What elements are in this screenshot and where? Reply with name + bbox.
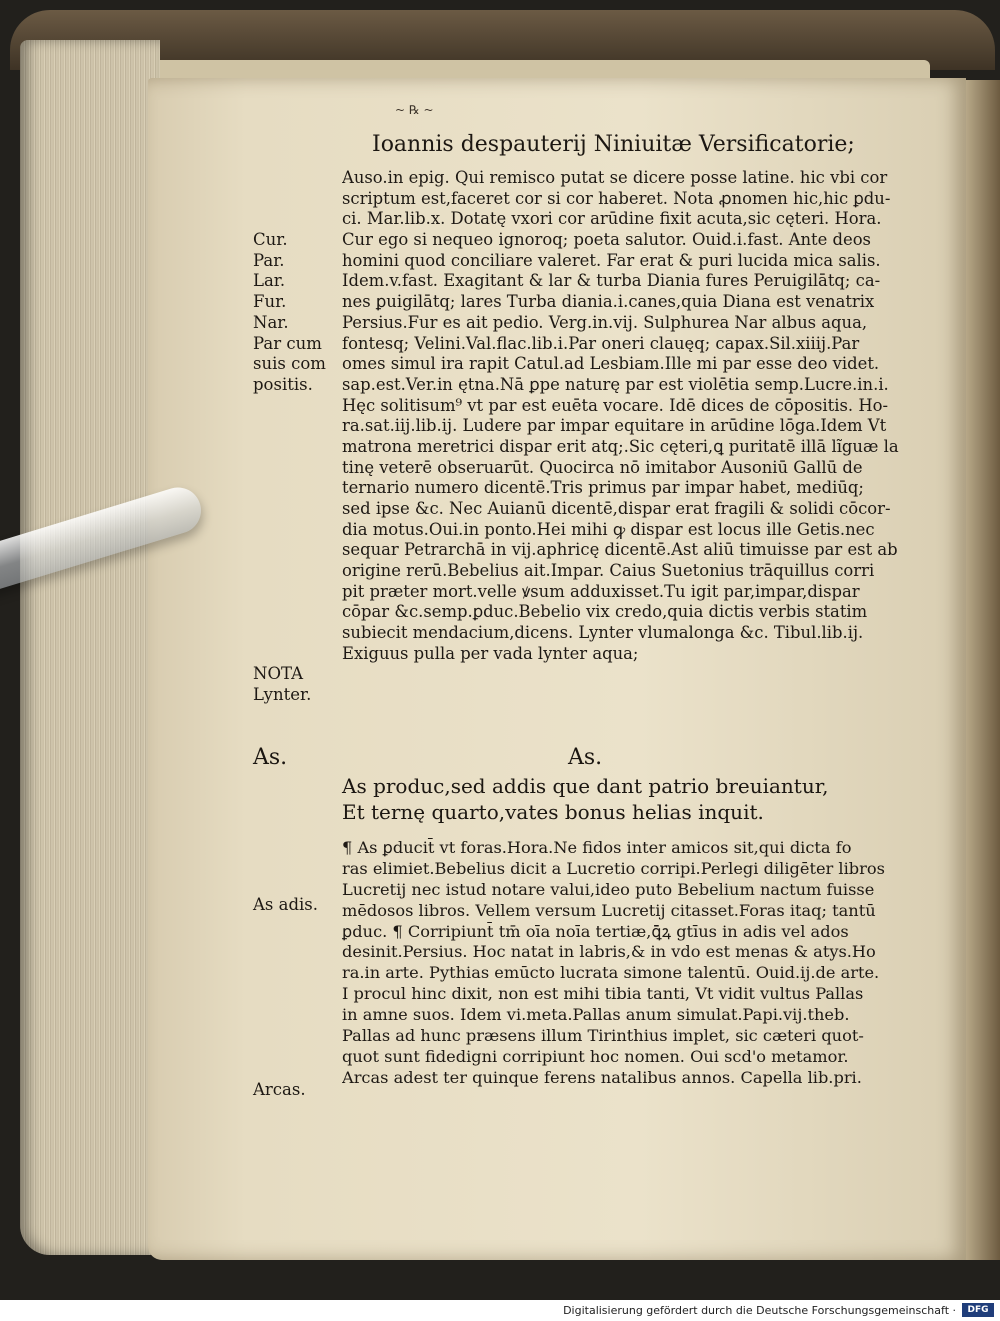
book-gutter [966, 80, 1000, 1260]
margin-note-lynter: Lynter. [253, 684, 312, 704]
dfg-logo: DFG [962, 1303, 994, 1317]
margin-note-nota: NOTA [253, 664, 303, 683]
body-text [342, 168, 917, 665]
margin-note: suis com [253, 354, 326, 374]
text-line: scriptum est,faceret cor si cor haberet. Nota ꝓnomen hic,hic ꝑdu- [342, 188, 891, 208]
text-line: ci. Mar.lib.x. Dotatę vxori cor arūdine fixit acuta,sic cęteri. Hora. [342, 209, 882, 229]
text-line: Exiguus pulla per vada lynter aqua; [342, 643, 639, 663]
text-line: mēdosos libros. Vellem versum Lucretij citasset.Foras itaq; tantū [342, 900, 876, 920]
text-line: Pallas ad hunc præsens illum Tirinthius implet, sic cæteri quot- [342, 1026, 864, 1046]
text-line: Arcas adest ter quinque ferens natalibus annos. Capella lib.pri. [342, 1067, 862, 1087]
text-line: I procul hinc dixit, non est mihi tibia tanti, Vt vidit vultus Pallas [342, 984, 864, 1004]
text-line: ¶ As ꝑducit̄ vt foras.Hora.Ne fidos inter amicos sit,qui dicta fo [342, 838, 852, 857]
footer-credit: Digitalisierung gefördert durch die Deutsche Forschungsgemeinschaft · [563, 1304, 956, 1317]
margin-note: Par. [253, 250, 285, 270]
verse-line: As produc,sed addis que dant patrio breuiantur, [342, 774, 829, 798]
text-line: pit præter mort.velle ꝟsum adduxisset.Tu igit̄ par,impar,dispar [342, 581, 860, 601]
text-line: subiecit mendacium,dicens. Lynter vlumalonga &c. Tibul.lib.ij. [342, 623, 864, 643]
commentary-text [342, 838, 917, 1089]
text-line: dia motus.Oui.in ponto.Hei mihi ꝙ dispar est locus ille Getis.nec [342, 519, 875, 539]
text-line: Hęc solitisum⁹ vt par est euēta vocare. Idē dices de cōpositis. Ho- [342, 395, 889, 415]
section-margin-label: As. [253, 745, 288, 770]
verse-rule [342, 773, 912, 825]
margin-note-as-adis: As adis. [253, 895, 319, 914]
text-line: tinę veterē obseruarūt. Quocirca nō imitabor Ausoniū Gallū de [342, 457, 863, 477]
text-line: sap.est.Ver.in ętna.Nā ꝑpe naturę par est violētia semp.Lucre.in.i. [342, 374, 889, 394]
text-line: ra.in arte. Pythias emūcto lucrata simone talentū. Ouid.ij.de arte. [342, 963, 880, 983]
margin-note: Lar. [253, 271, 286, 291]
verse-line: Et ternę quarto,vates bonus helias inquit. [342, 800, 764, 824]
footer-bar [0, 1300, 1000, 1321]
margin-note: Par cum [253, 333, 322, 353]
text-line: nes ꝑuigilātq; lares Turba diania.i.canes,quia Diana est venatrix [342, 292, 875, 312]
text-line: ras elimiet.Bebelius dicit a Lucretio corripi.Perlegi diligēter libros [342, 858, 885, 878]
text-line: ternario numero dicentē.Tris primus par impar habet, mediūq; [342, 478, 864, 498]
text-line: Lucretij nec istud notare valui,ideo puto Bebelium nactum fuisse [342, 879, 875, 899]
margin-note: Cur. [253, 230, 288, 249]
text-line: sequar Petrarchā in vij.aphricę dicentē.Ast aliū timuisse par est ab [342, 540, 898, 560]
text-line: in amne suos. Idem vi.meta.Pallas anum simulat.Papi.vij.theb. [342, 1005, 850, 1025]
running-header: Ioannis despauterij Niniuitæ Versificatorie; [372, 132, 855, 157]
text-line: fontesq; Velini.Val.flac.lib.i.Par oneri clauęq; capax.Sil.xiiij.Par [342, 333, 860, 353]
text-line: Idem.v.fast. Exagitant & lar & turba Diania fures Peruigilātq; ca- [342, 271, 881, 291]
text-line: ra.sat.iij.lib.ij. Ludere par impar equitare in arūdine lōga.Idem Vt [342, 416, 887, 436]
text-line: origine rerū.Bebelius ait.Impar. Caius Suetonius trāquillus corri [342, 561, 875, 581]
margin-note: Fur. [253, 292, 287, 312]
margin-notes-mid [253, 664, 343, 705]
book-fore-edge [20, 40, 160, 1255]
text-line: desinit.Persius. Hoc natat in labris,& in vdo est menas & atys.Ho [342, 942, 876, 962]
text-line: Persius.Fur es ait pedio. Verg.in.vij. Sulphurea Nar albus aqua, [342, 312, 868, 332]
text-line: omes simul ira rapit Catul.ad Lesbiam.Ille mi par esse deo videt. [342, 354, 880, 374]
text-line: homini quod conciliare valeret. Far erat & puri lucida mica salis. [342, 250, 881, 270]
page-mark: ~ ℞ ~ [395, 103, 434, 117]
section-heading: As. [568, 745, 603, 770]
text-line: cōpar &c.semp.ꝑduc.Bebelio vix credo,quia dictis verbis statim [342, 602, 868, 622]
text-line: Cur ego si nequeo ignoroq; poeta salutor. Ouid.i.fast. Ante deos [342, 230, 871, 250]
margin-note: Nar. [253, 312, 289, 332]
text-line: ꝑduc. ¶ Corripiunt̄ tm̄ oīa noīa tertiæ,ꝗ̄ꝝ gtīus in adis vel ados [342, 921, 849, 941]
text-line: quot sunt fidedigni corripiunt hoc nomen. Oui scd'o metamor. [342, 1046, 849, 1066]
margin-note: positis. [253, 374, 313, 394]
text-line: Auso.in epig. Qui remisco putat se dicere posse latine. hic vbi cor [342, 168, 888, 187]
margin-notes-top [253, 230, 343, 396]
text-line: sed ipse &c. Nec Auianū dicentē,dispar erat fragili & solidi cōcor- [342, 499, 891, 518]
text-line: matrona meretrici dispar erit atq;.Sic cęteri,ꝗ puritatē illā lĩguæ la [342, 436, 899, 456]
margin-note-arcas: Arcas. [253, 1080, 306, 1099]
